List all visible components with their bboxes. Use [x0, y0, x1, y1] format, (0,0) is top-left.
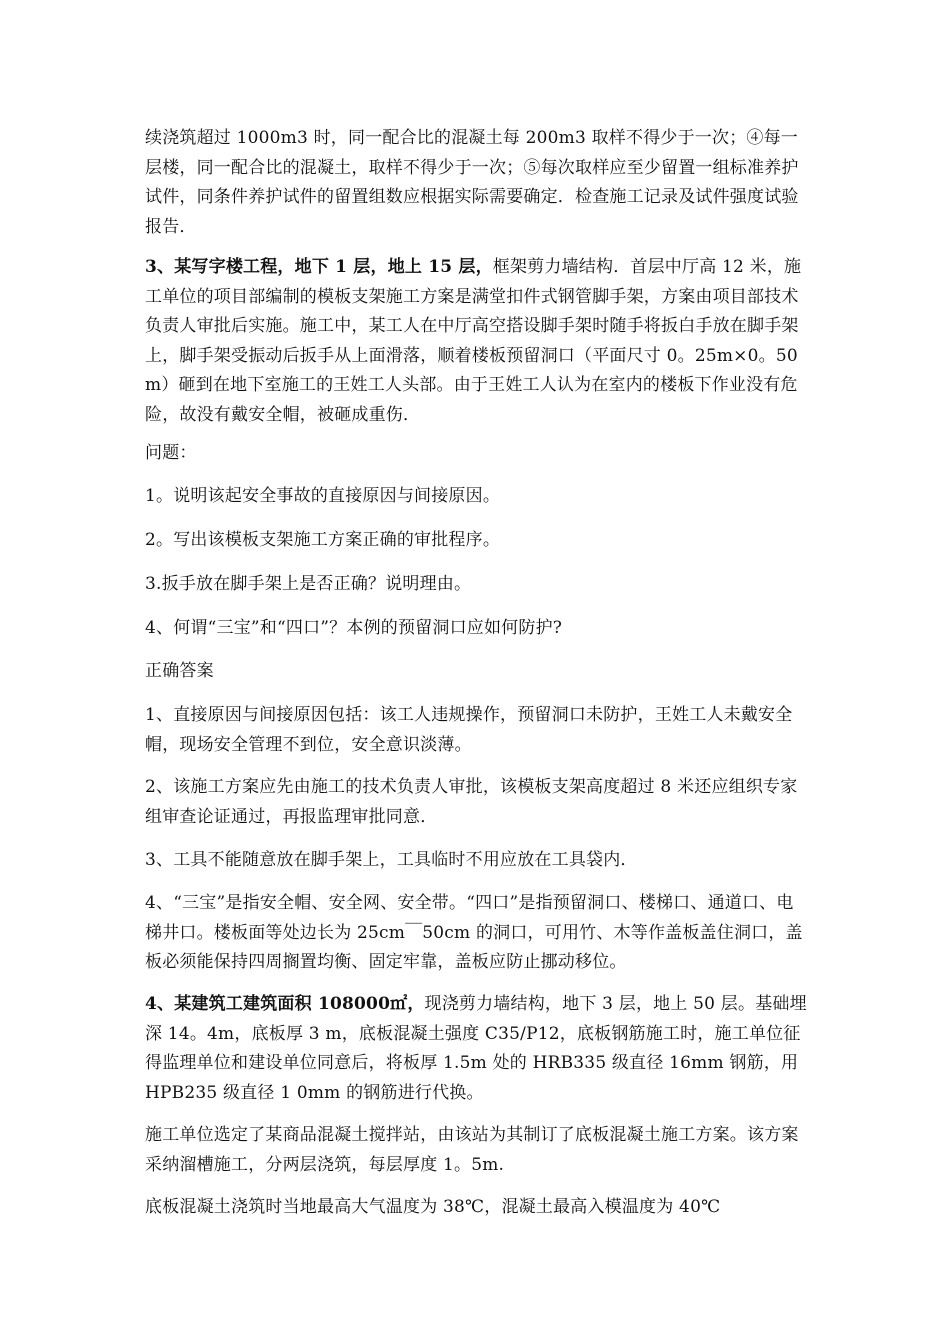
paragraph-answer-3: 3、工具不能随意放在脚手架上，工具临时不用应放在工具袋内．: [145, 850, 638, 870]
paragraph-question-1: 1。说明该起安全事故的直接原因与间接原因。: [145, 486, 501, 506]
paragraph-answer-4: 4、“三宝”是指安全帽、安全网、安全带。“四口”是指预留洞口、楼梯口、通道口、电梯井口。楼板面等处边长为 25cm￣50cm 的洞口，可用竹、木等作盖板盖住洞口，盖板必须能保持四周搁置均衡、固定牢靠，盖板应防止挪动移位。: [145, 893, 803, 972]
paragraph-temperature: 底板混凝土浇筑时当地最高大气温度为 38℃，混凝土最高入模温度为 40℃: [145, 1197, 721, 1217]
paragraph-case-4: [145, 990, 810, 1108]
paragraph-answers-heading: 正确答案: [145, 661, 214, 681]
paragraph-question-2: 2。写出该模板支架施工方案正确的审批程序。: [145, 530, 501, 550]
case-4-heading: 4、某建筑工建筑面积 108000㎡，: [145, 994, 425, 1014]
case-4-description: 现浇剪力墙结构，地下 3 层，地上 50 层。基础埋深 14。4m，底板厚 3 m，底板混凝土强度 C35/P12，底板钢筋施工时，施工单位征得监理单位和建设单位同意后，将板厚 1.5m 处的 HRB335 级直径 16mm 钢筋，用 HPB235 级直径 1 0mm 的钢筋进行代换。: [145, 994, 807, 1103]
paragraph-sampling-rules: 续浇筑超过 1000m3 时，同一配合比的混凝土每 200m3 取样不得少于一次；④每一层楼，同一配合比的混凝土，取样不得少于一次；⑤每次取样应至少留置一组标准养护试件，同条件养护试件的留置组数应根据实际需要确定．检查施工记录及试件强度试验报告．: [145, 128, 799, 237]
paragraph-question-3: 3.扳手放在脚手架上是否正确？说明理由。: [145, 574, 472, 594]
paragraph-answer-1: 1、直接原因与间接原因包括：该工人违规操作，预留洞口未防护，王姓工人未戴安全帽，现场安全管理不到位，安全意识淡薄。: [145, 705, 793, 755]
paragraph-case-3: [145, 253, 810, 430]
case-3-description: 框架剪力墙结构．首层中厅高 12 米，施工单位的项目部编制的模板支架施工方案是满堂扣件式钢管脚手架，方案由项目部技术负责人审批后实施。施工中，某工人在中厅高空搭设脚手架时随手将扳白手放在脚手架上，脚手架受振动后扳手从上面滑落，顺着楼板预留洞口（平面尺寸 0。25m×0。50m）砸到在地下室施工的王姓工人头部。由于王姓工人认为在室内的楼板下作业没有危险，故没有戴安全帽，被砸成重伤．: [145, 257, 802, 425]
paragraph-questions-heading: 问题：: [145, 443, 197, 463]
case-3-heading: 3、某写字楼工程，地下 1 层，地上 15 层，: [145, 257, 493, 277]
paragraph-concrete-plan: 施工单位选定了某商品混凝土搅拌站，由该站为其制订了底板混凝土施工方案。该方案采纳溜槽施工，分两层浇筑，每层厚度 1。5m.: [145, 1125, 799, 1175]
paragraph-question-4: 4、何谓“三宝”和“四口”？本例的预留洞口应如何防护?: [145, 618, 563, 638]
paragraph-answer-2: 2、该施工方案应先由施工的技术负责人审批，该模板支架高度超过 8 米还应组织专家组审查论证通过，再报监理审批同意．: [145, 777, 798, 827]
